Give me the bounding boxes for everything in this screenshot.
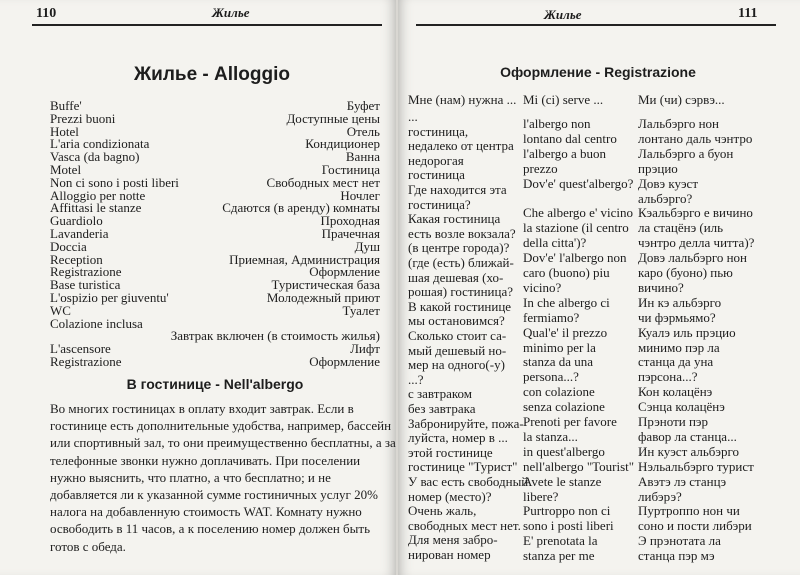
italian-phrase-line: fermiamo?: [523, 309, 580, 325]
italian-phrase-line: In che albergo ci: [523, 294, 610, 310]
transcription-line: Довэ куэст: [638, 175, 698, 191]
italian-phrase-line: caro (buono) piu: [523, 265, 610, 280]
transcription-line: прэцио: [638, 160, 678, 176]
russian-phrase-line: Где находится эта: [408, 182, 507, 197]
transcription-line: Сэнца колацёнэ: [638, 399, 725, 415]
vocab-russian: Туалет: [342, 302, 380, 318]
russian-phrase-line: мы остановимся?: [408, 313, 505, 329]
transcription-line: альбэрго?: [638, 190, 693, 206]
vocab-italian: Registrazione: [50, 354, 122, 369]
italian-phrase-line: sono i posti liberi: [523, 518, 614, 534]
column-header-transcription: Ми (чи) сэрвэ...: [638, 92, 725, 107]
paragraph-line: Во многих гостиницах в оплату входит завтрак. Если в: [50, 401, 354, 416]
transcription-line: Куалэ иль прэцио: [638, 324, 736, 340]
russian-phrase-line: В какой гостинице: [408, 298, 512, 314]
russian-phrase-line: Сколько стоит са-: [408, 328, 507, 343]
italian-phrase-line: E' prenotata la: [523, 533, 598, 549]
transcription-line: чи фэрмьямо?: [638, 309, 716, 325]
transcription-line: соно и пости либэри: [638, 518, 752, 534]
russian-phrase-line: номер (место)?: [408, 488, 492, 504]
section-title-right: Оформление - Registrazione: [500, 64, 696, 80]
russian-phrase-line: шая дешевая (хо-: [408, 269, 504, 285]
russian-phrase-line: Забронируйте, пожа-: [408, 415, 524, 431]
transcription-line: Ин кэ альбэрго: [638, 294, 722, 310]
right-page: [398, 0, 800, 575]
russian-phrase-line: гостиница,: [408, 123, 469, 139]
vocab-russian: Доступные цены: [286, 110, 380, 126]
column-header-russian: Мне (нам) нужна ...: [408, 92, 517, 107]
russian-phrase-line: гостиница: [408, 167, 465, 183]
transcription-line: либэрэ?: [638, 488, 682, 504]
vocab-italian: Guardiolo: [50, 213, 103, 229]
paragraph-line: или спортивный зал, то они преимущественно бесплатны, а за: [50, 435, 396, 451]
vocab-russian: Завтрак включен (в стоимость жилья): [170, 328, 380, 344]
italian-phrase-line: la stanza...: [523, 428, 578, 444]
italian-phrase-line: Dov'e' quest'albergo?: [523, 175, 634, 191]
vocab-italian: Reception: [50, 251, 103, 267]
russian-phrase-line: луйста, номер в ...: [408, 430, 508, 446]
page-number-left: 110: [36, 6, 57, 21]
paragraph-line: налога на добавленную стоимость WAT. Комнату нужно: [50, 504, 362, 520]
vocab-italian: Registrazione: [50, 264, 122, 280]
vocab-italian: Colazione inclusa: [50, 315, 143, 331]
paragraph-line: гостинице есть дополнительные удобства, например, бассейн: [50, 418, 392, 434]
italian-phrase-line: l'albergo a buon: [523, 145, 606, 161]
russian-phrase-line: мер на одного(-у): [408, 357, 505, 373]
russian-phrase-line: Какая гостиница: [408, 211, 501, 227]
paragraph-line: освободить в 11 часов, а к поселению номер должен быть: [50, 521, 371, 537]
vocab-italian: Affittasi le stanze: [50, 200, 142, 216]
vocab-row: [50, 353, 380, 371]
vocab-russian: Сдаются (в аренду) комнаты: [222, 200, 380, 216]
paragraph-line: нужно выяснить, что платно, а что бесплатно; и не: [50, 469, 331, 485]
vocab-italian: L'ospizio per giuventu': [50, 290, 169, 305]
section-title: В гостинице - Nell'albergo: [126, 376, 304, 392]
paragraph-line: добавляется ли к указанной сумме гостиничных услуг 20%: [50, 487, 378, 502]
transcription-line: Кэальбэрго е вичино: [638, 205, 753, 221]
vocab-italian: Base turistica: [50, 277, 121, 293]
italian-phrase-line: in quest'albergo: [523, 443, 605, 459]
italian-phrase-line: stanza da una: [523, 354, 594, 370]
vocab-italian: L'ascensore: [50, 341, 111, 357]
transcription-line: пэрсона...?: [638, 369, 698, 385]
russian-phrase-line: недорогая: [408, 152, 464, 168]
russian-phrase-line: с завтраком: [408, 386, 472, 402]
italian-phrase-line: prezzo: [523, 160, 558, 176]
transcription-line: Кон колацёнэ: [638, 384, 713, 400]
italian-phrase-line: Che albergo e' vicino: [523, 205, 634, 221]
russian-phrase-line: Очень жаль,: [408, 503, 477, 519]
paragraph-line: телефонные звонки нужно доплачивать. При поселении: [50, 452, 361, 468]
russian-phrase-line: есть возле вокзала?: [408, 225, 516, 241]
vocab-italian: Motel: [50, 162, 82, 177]
vocab-russian: Проходная: [320, 213, 380, 229]
russian-phrase-line: ...?: [408, 371, 424, 387]
transcription-line: чэнтро делла читта)?: [638, 235, 755, 251]
italian-phrase-line: minimo per la: [523, 339, 596, 355]
russian-phrase-line: нирован номер: [408, 547, 491, 562]
russian-phrase-line: свободных мест нет.: [408, 517, 521, 533]
italian-phrase-line: Prenoti per favore: [523, 414, 617, 429]
vocab-russian: Свободных мест нет: [266, 174, 380, 190]
transcription-line: лонтано даль чэнтро: [638, 130, 753, 146]
italian-phrase-line: Avete le stanze: [523, 473, 602, 489]
vocab-italian: Prezzi buoni: [50, 110, 116, 126]
vocab-italian: Buffe': [50, 98, 82, 113]
transcription-line: вичино?: [638, 279, 684, 295]
transcription-line: Авэтэ лэ станцэ: [638, 473, 727, 489]
italian-phrase-line: l'albergo non: [523, 116, 591, 131]
running-head-left: Жилье: [212, 5, 250, 20]
header-rule: [32, 24, 382, 26]
vocab-russian: Приемная, Администрация: [229, 251, 380, 267]
vocab-italian: WC: [50, 302, 71, 318]
russian-phrase-line: ...: [408, 109, 418, 124]
italian-phrase-line: la stazione (il centro: [523, 220, 629, 236]
vocab-russian: Лифт: [350, 341, 380, 357]
russian-phrase-line: (где (есть) ближай-: [408, 255, 514, 270]
transcription-line: минимо пэр ла: [638, 339, 720, 355]
transcription-line: Э прэнотата ла: [638, 533, 721, 549]
vocab-russian: Буфет: [346, 98, 380, 113]
column-header-italian: Mi (ci) serve ...: [523, 92, 604, 107]
transcription-line: Прэноти пэр: [638, 414, 709, 429]
italian-phrase-line: nell'albergo "Tourist": [523, 458, 635, 474]
italian-phrase-line: della citta')?: [523, 235, 587, 251]
russian-phrase-line: Для меня забро-: [408, 532, 498, 548]
vocab-russian: Прачечная: [321, 226, 380, 241]
page-number-right: 111: [738, 6, 758, 21]
transcription-line: каро (буоно) пью: [638, 265, 733, 280]
russian-phrase-line: без завтрака: [408, 401, 476, 416]
vocab-italian: Hotel: [50, 123, 79, 139]
russian-phrase-line: недалеко от центра: [408, 138, 514, 154]
vocab-russian: Оформление: [309, 264, 380, 280]
vocab-russian: Кондиционер: [305, 136, 380, 152]
vocab-italian: Alloggio per notte: [50, 187, 146, 203]
vocab-italian: Doccia: [50, 238, 87, 254]
left-page: [0, 0, 396, 575]
italian-phrase-line: Dov'e' l'albergo non: [523, 250, 627, 266]
running-head-right: Жилье: [544, 7, 582, 22]
transcription-line: Довэ лальбэрго нон: [638, 250, 747, 266]
vocab-italian: L'aria condizionata: [50, 136, 150, 152]
italian-phrase-line: vicino?: [523, 279, 562, 295]
vocab-russian: Ванна: [345, 149, 380, 165]
vocab-russian: Гостиница: [321, 162, 380, 177]
russian-phrase-line: (в центре города)?: [408, 240, 510, 256]
vocab-italian: Non ci sono i posti liberi: [50, 174, 179, 190]
russian-phrase-line: рошая) гостиница?: [408, 284, 513, 300]
russian-phrase-line: мый дешевый но-: [408, 342, 507, 358]
italian-phrase-line: libere?: [523, 488, 559, 504]
vocab-italian: Vasca (da bagno): [50, 149, 140, 165]
transcription-line: ла стацёнэ (иль: [638, 220, 724, 236]
paragraph-line: готов с обеда.: [50, 538, 126, 554]
vocab-russian: Отель: [346, 123, 380, 139]
vocab-russian: Туристическая база: [271, 277, 380, 293]
italian-phrase-line: stanza per me: [523, 548, 595, 564]
vocab-russian: Молодежный приют: [266, 290, 380, 305]
transcription-line: фавор ла станца...: [638, 428, 737, 444]
transcription-line: Лальбэрго нон: [638, 116, 719, 131]
russian-phrase-line: этой гостинице: [408, 444, 493, 460]
transcription-line: Лальбэрго а буон: [638, 145, 734, 161]
chapter-title: Жилье - Alloggio: [133, 64, 291, 85]
transcription-line: станца да уна: [638, 354, 714, 370]
vocab-russian: Оформление: [309, 354, 380, 369]
vocab-italian: Lavanderia: [50, 226, 109, 241]
italian-phrase-line: lontano dal centro: [523, 130, 617, 146]
transcription-line: станца пэр мэ: [638, 548, 715, 564]
italian-phrase-line: persona...?: [523, 369, 579, 385]
italian-phrase-line: Purtroppo non ci: [523, 503, 611, 519]
transcription-line: Пуртроппо нон чи: [638, 503, 740, 519]
header-rule: [416, 24, 776, 26]
italian-phrase-line: senza colazione: [523, 399, 605, 415]
transcription-line: Нэльальбэрго турист: [638, 458, 754, 474]
italian-phrase-line: Qual'e' il prezzo: [523, 324, 608, 340]
italian-phrase-line: con colazione: [523, 384, 595, 400]
transcription-line: Ин куэст альбэрго: [638, 443, 740, 459]
russian-phrase-line: гостиница?: [408, 196, 471, 212]
vocab-russian: Душ: [354, 238, 380, 254]
vocab-russian: Ночлег: [340, 187, 380, 203]
russian-phrase-line: У вас есть свободный: [408, 474, 529, 489]
russian-phrase-line: гостинице "Турист": [408, 459, 518, 475]
